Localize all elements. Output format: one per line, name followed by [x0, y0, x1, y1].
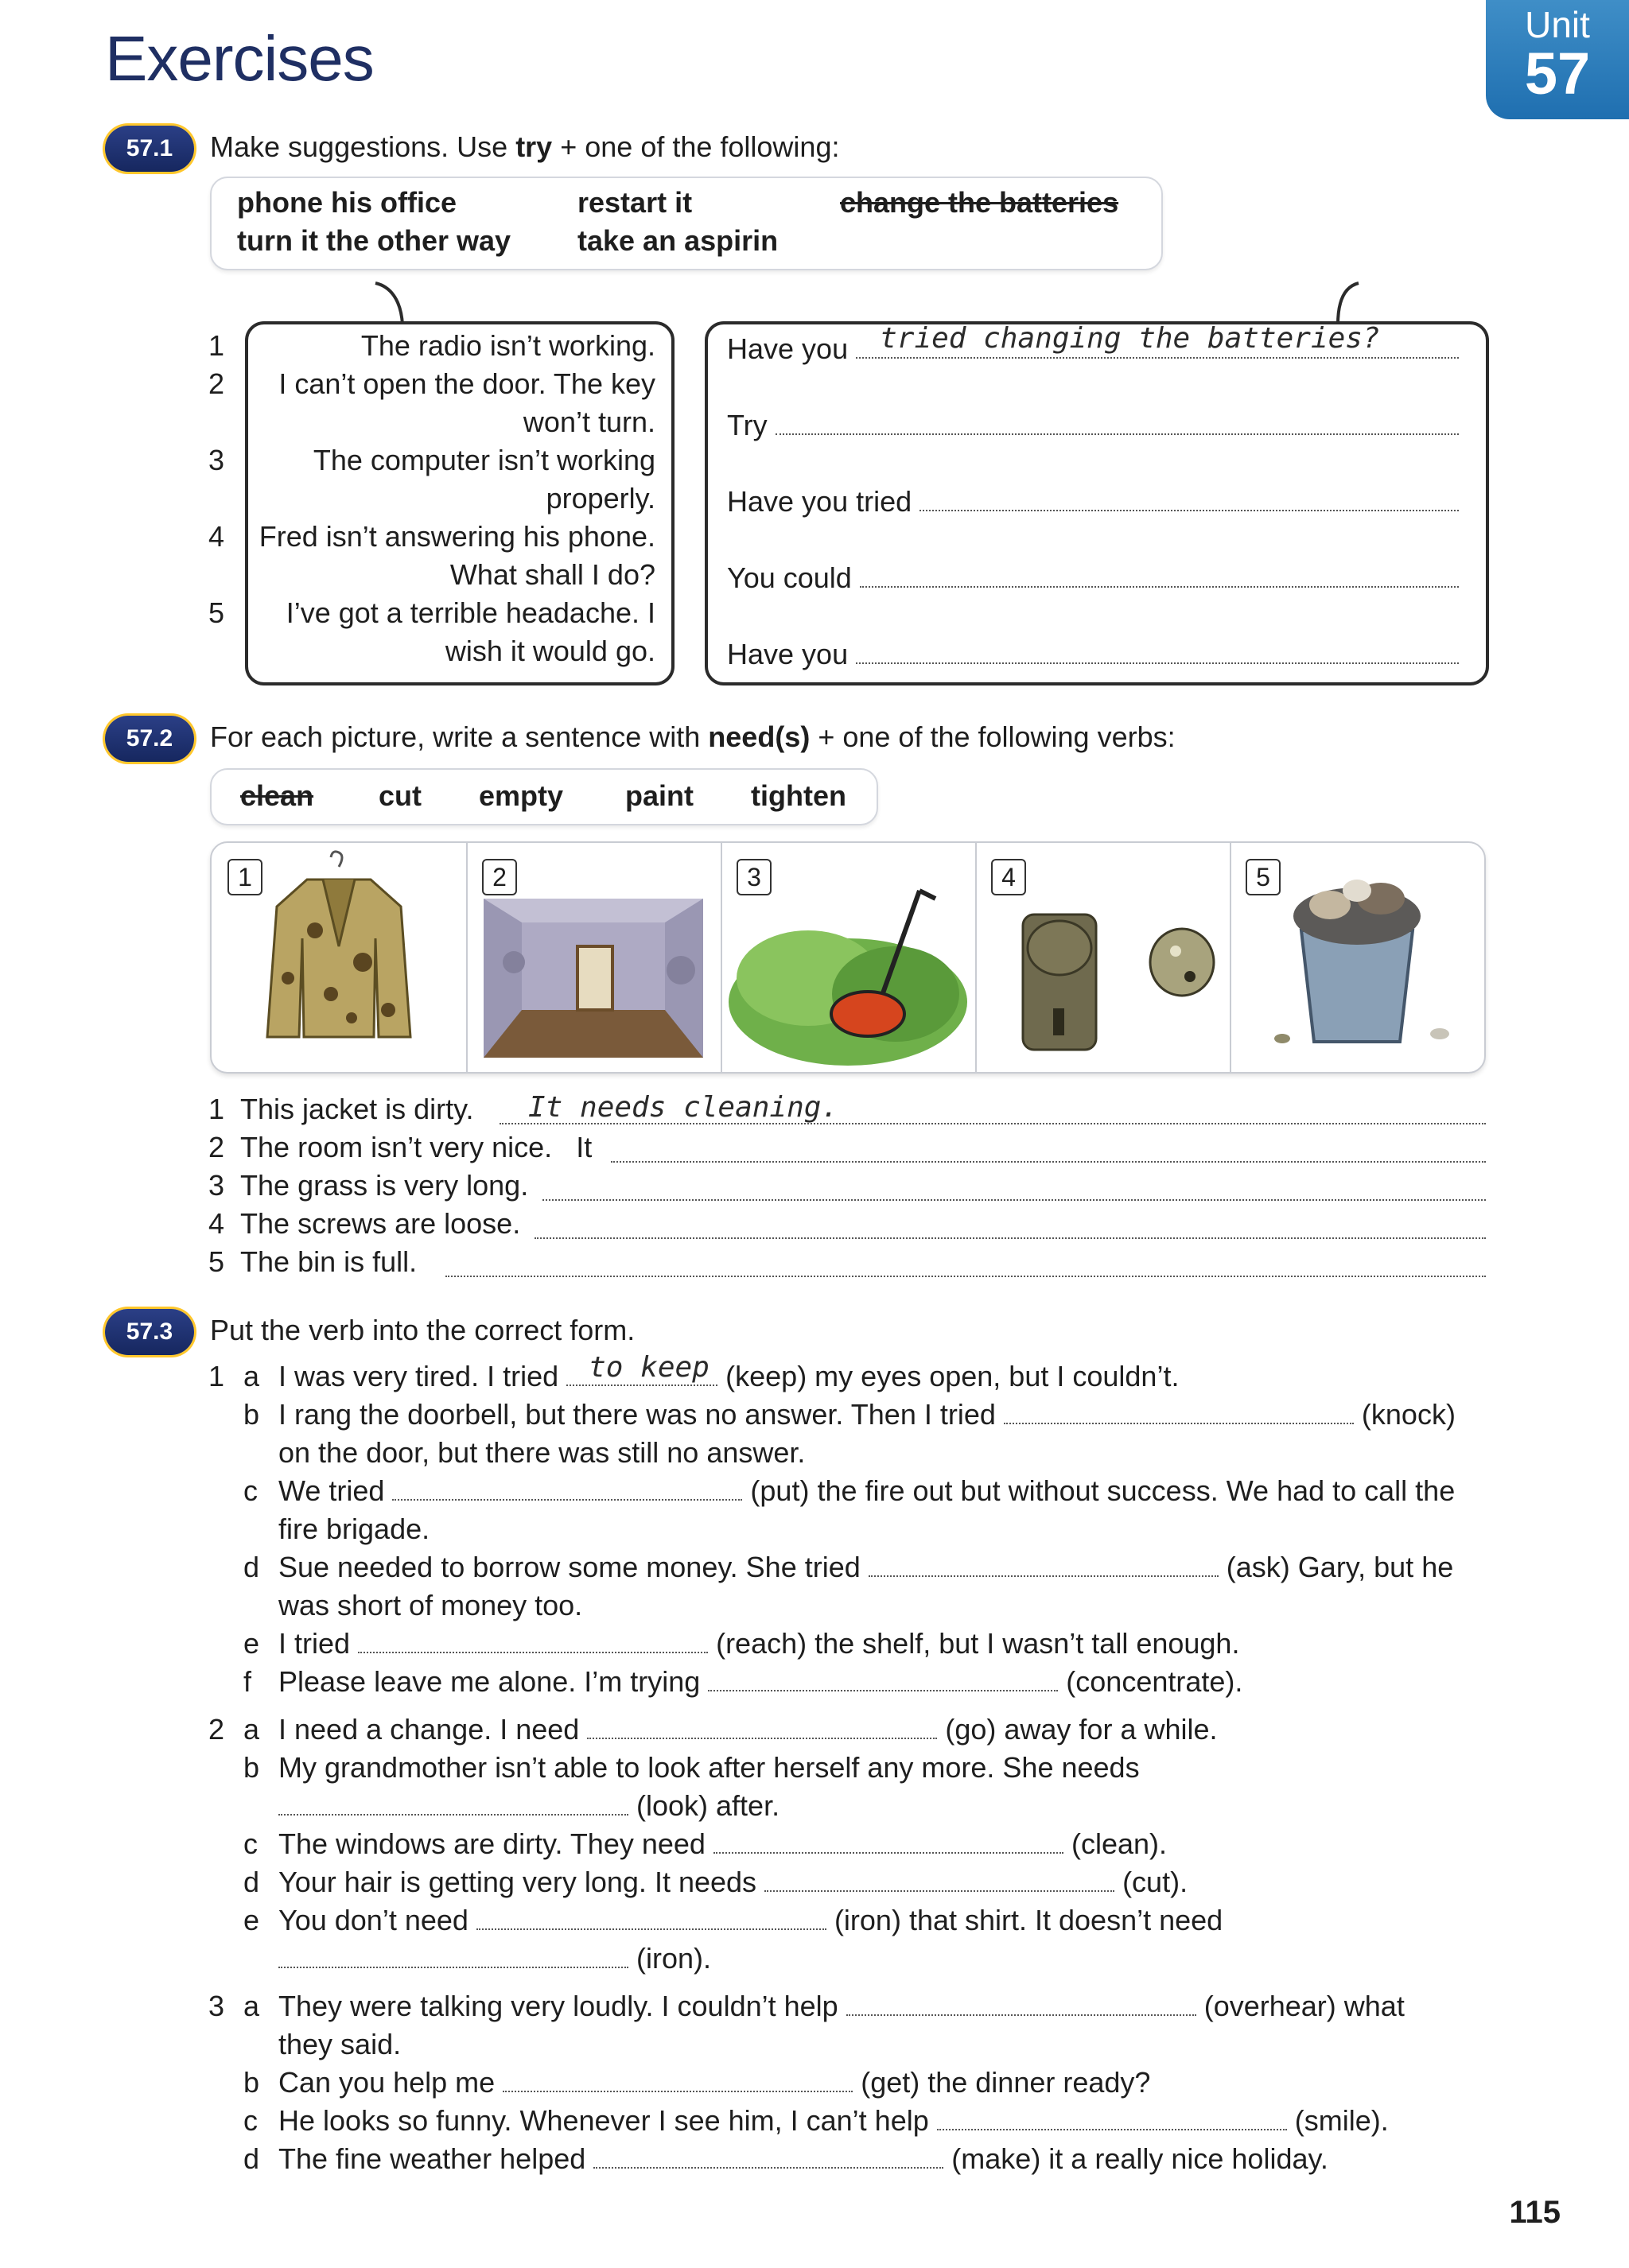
option-word: phone his office — [237, 186, 457, 219]
row-text: Sue needed to borrow some money. She tried — [278, 1551, 861, 1583]
example-answer: tried changing the batteries? — [880, 322, 1380, 355]
row-text: Please leave me alone. I’m trying — [278, 1665, 701, 1698]
row-text: I need a change. I need — [278, 1713, 580, 1746]
problem-text: What shall I do? — [449, 558, 655, 591]
sentence-text: The bin is full. — [240, 1245, 418, 1278]
verb-word: paint — [625, 779, 694, 812]
item-number: 1 — [208, 329, 225, 362]
row-text: (reach) the shelf, but I wasn’t tall enough. — [716, 1627, 1240, 1660]
exercise-row — [278, 1665, 1242, 1699]
answer-blank[interactable] — [860, 562, 1459, 588]
picture-number: 4 — [991, 859, 1026, 895]
item-letter: e — [243, 1627, 260, 1660]
item-letter: b — [243, 1398, 260, 1431]
option-word-used: change the batteries — [840, 186, 1119, 219]
instr-text: For each picture, write a sentence with — [210, 720, 709, 753]
shabby-room-icon — [466, 843, 721, 1072]
row-text: (clean). — [1071, 1827, 1168, 1860]
answer-blank[interactable] — [476, 1906, 826, 1930]
row-text: They were talking very loudly. I couldn’t help — [278, 1990, 838, 2022]
exercise-row — [278, 1713, 1218, 1746]
item-letter: c — [243, 1474, 258, 1507]
problem-text: I can’t open the door. The key — [278, 367, 655, 400]
answer-blank[interactable] — [856, 322, 1459, 359]
exercise-row — [278, 2066, 1150, 2099]
item-letter: b — [243, 1751, 260, 1784]
exercise-row — [278, 1551, 1453, 1584]
answers-bubble — [705, 321, 1489, 685]
item-number: 2 — [208, 1131, 225, 1163]
sentence-text: The screws are loose. — [240, 1207, 521, 1240]
answer-line — [727, 638, 1459, 671]
sentence-row — [208, 1207, 520, 1241]
picture-cell — [721, 843, 977, 1072]
row-text: (look) after. — [636, 1789, 780, 1822]
problems-bubble — [245, 321, 675, 685]
row-text: (make) it a really nice holiday. — [951, 2142, 1328, 2175]
row-text: The fine weather helped — [278, 2142, 586, 2175]
answer-blank[interactable] — [500, 1091, 1486, 1124]
row-continuation: on the door, but there was still no answer. — [278, 1436, 806, 1469]
row-text: (get) the dinner ready? — [861, 2066, 1151, 2099]
group-number: 1 — [208, 1360, 225, 1392]
item-letter: f — [243, 1665, 252, 1698]
answer-blank[interactable] — [593, 2145, 943, 2169]
answer-blank[interactable] — [392, 1477, 742, 1501]
row-text: (iron). — [636, 1942, 712, 1975]
verb-word: empty — [479, 779, 564, 812]
item-number: 5 — [208, 1245, 225, 1278]
verb-word: cut — [379, 779, 422, 812]
answer-blank[interactable] — [713, 1830, 1063, 1854]
answer-blank[interactable] — [358, 1629, 708, 1653]
row-continuation: they said. — [278, 2028, 402, 2060]
exercise-row — [278, 1398, 1456, 1431]
dirty-jacket-icon — [212, 843, 466, 1072]
answer-blank[interactable] — [542, 1171, 1486, 1201]
page-title: Exercises — [105, 23, 374, 94]
sentence-start: It — [576, 1131, 593, 1163]
exercise-badge-57-3: 57.3 — [105, 1309, 194, 1355]
row-text: I rang the doorbell, but there was no answer. Then I tried — [278, 1398, 996, 1431]
option-word: turn it the other way — [237, 224, 511, 257]
picture-number: 3 — [737, 859, 772, 895]
bubble-tail-icon — [366, 278, 437, 326]
picture-cell — [1230, 843, 1484, 1072]
item-letter: d — [243, 1551, 260, 1583]
pictures-strip — [210, 841, 1486, 1074]
answer-prompt: Have you — [727, 332, 849, 365]
problem-text: won’t turn. — [523, 406, 655, 438]
row-text: We tried — [278, 1474, 385, 1507]
exercise-row — [278, 1627, 1239, 1660]
exercise-badge-57-1: 57.1 — [105, 126, 194, 172]
row-text: The windows are dirty. They need — [278, 1827, 706, 1860]
item-number: 2 — [208, 367, 225, 400]
row-text: (iron) that shirt. It doesn’t need — [834, 1904, 1223, 1936]
sentence-text: The grass is very long. — [240, 1169, 529, 1202]
item-number: 4 — [208, 1207, 225, 1240]
answer-prompt: Try — [727, 409, 768, 441]
sentence-row — [208, 1131, 592, 1164]
item-number: 5 — [208, 596, 225, 629]
item-letter: e — [243, 1904, 260, 1936]
exercise-instruction-57-2 — [210, 720, 1176, 754]
option-word: restart it — [577, 186, 693, 219]
exercise-instruction-57-1 — [210, 130, 839, 164]
answer-prompt: Have you tried — [727, 485, 912, 518]
answer-blank[interactable] — [846, 1992, 1196, 2016]
item-letter: a — [243, 1713, 260, 1746]
item-letter: a — [243, 1990, 260, 2022]
picture-cell — [975, 843, 1231, 1072]
answer-blank[interactable] — [708, 1668, 1058, 1691]
item-letter: d — [243, 1866, 260, 1898]
item-number: 4 — [208, 520, 225, 553]
verb-word-used: clean — [240, 779, 314, 812]
row-text: (smile). — [1294, 2104, 1389, 2137]
answer-line — [727, 561, 1459, 595]
verb-word: tighten — [751, 779, 846, 812]
problem-text: wish it would go. — [445, 635, 655, 667]
item-number: 3 — [208, 444, 225, 476]
row-text: Your hair is getting very long. It needs — [278, 1866, 757, 1898]
row-text: (knock) — [1361, 1398, 1456, 1431]
unit-number: 57 — [1524, 41, 1591, 107]
answer-blank[interactable] — [566, 1351, 717, 1386]
sentence-row — [208, 1245, 417, 1279]
exercise-row — [278, 1827, 1167, 1861]
group-number: 2 — [208, 1713, 225, 1746]
item-letter: a — [243, 1360, 260, 1392]
answer-blank[interactable] — [445, 1247, 1486, 1277]
row-text: Can you help me — [278, 2066, 496, 2099]
answer-blank[interactable] — [869, 1553, 1219, 1577]
lawnmower-grass-icon — [721, 843, 975, 1072]
picture-number: 5 — [1246, 859, 1281, 895]
answer-blank[interactable] — [278, 1944, 628, 1968]
answer-blank[interactable] — [503, 2068, 853, 2092]
unit-tab — [1486, 0, 1629, 119]
item-letter: c — [243, 1827, 258, 1860]
sentence-text: The room isn’t very nice. — [240, 1131, 553, 1163]
row-text: (cut). — [1122, 1866, 1188, 1898]
loose-door-handle-icon — [975, 843, 1230, 1072]
problem-text: Fred isn’t answering his phone. — [259, 520, 655, 553]
verbs-box — [210, 768, 878, 825]
answer-prompt: You could — [727, 561, 852, 594]
answer-blank[interactable] — [776, 410, 1459, 435]
row-text: I tried — [278, 1627, 351, 1660]
item-letter: c — [243, 2104, 258, 2137]
exercise-row — [278, 1789, 780, 1823]
answer-blank[interactable] — [535, 1209, 1486, 1239]
exercise-row — [278, 1904, 1223, 1937]
page-number: 115 — [1509, 2195, 1561, 2230]
bubble-tail-icon — [1297, 278, 1368, 326]
item-number: 3 — [208, 1169, 225, 1202]
exercise-row — [278, 2104, 1389, 2138]
answer-blank[interactable] — [278, 1792, 628, 1816]
row-continuation: fire brigade. — [278, 1513, 430, 1545]
answer-blank[interactable] — [611, 1132, 1486, 1163]
row-text: (go) away for a while. — [945, 1713, 1218, 1746]
row-text: (ask) Gary, but he — [1226, 1551, 1454, 1583]
exercise-instruction-57-3: Put the verb into the correct form. — [210, 1314, 636, 1346]
sentence-row — [208, 1169, 528, 1202]
exercise-row — [278, 1990, 1405, 2023]
answer-prompt: Have you — [727, 638, 849, 670]
row-text: (concentrate). — [1066, 1665, 1243, 1698]
example-answer: to keep — [589, 1351, 710, 1384]
instr-bold: need(s) — [708, 720, 811, 753]
example-answer: It needs cleaning. — [528, 1091, 839, 1124]
answer-blank[interactable] — [587, 1715, 937, 1739]
full-bin-icon — [1230, 843, 1484, 1072]
row-text: (keep) my eyes open, but I couldn’t. — [725, 1360, 1180, 1392]
sentence-text: This jacket is dirty. — [240, 1093, 474, 1125]
problem-text: The computer isn’t working — [313, 444, 655, 476]
answer-line — [727, 322, 1459, 366]
row-continuation: was short of money too. — [278, 1589, 583, 1621]
row-text: You don’t need — [278, 1904, 468, 1936]
exercise-row — [278, 1474, 1455, 1508]
item-letter: d — [243, 2142, 260, 2175]
row-text: (overhear) what — [1203, 1990, 1405, 2022]
answer-blank[interactable] — [856, 639, 1459, 664]
answer-blank[interactable] — [937, 2107, 1287, 2130]
exercise-row — [278, 1942, 711, 1975]
instr-text: Make suggestions. Use — [210, 130, 516, 163]
problem-text: properly. — [546, 482, 655, 515]
row-text: (put) the fire out but without success. We had to call the — [750, 1474, 1456, 1507]
option-word: take an aspirin — [577, 224, 779, 257]
answer-blank[interactable] — [919, 486, 1459, 511]
sentence-row — [208, 1093, 473, 1126]
picture-number: 2 — [482, 859, 517, 895]
group-number: 3 — [208, 1990, 225, 2022]
answer-line — [727, 409, 1459, 442]
options-box — [210, 177, 1163, 270]
item-number: 1 — [208, 1093, 225, 1125]
exercise-row — [278, 2142, 1328, 2176]
exercise-row: My grandmother isn’t able to look after herself any more. She needs — [278, 1751, 1140, 1784]
exercise-badge-57-2: 57.2 — [105, 716, 194, 762]
answer-blank[interactable] — [764, 1868, 1114, 1892]
row-text: I was very tired. I tried — [278, 1360, 559, 1392]
picture-cell — [212, 843, 468, 1072]
row-text: He looks so funny. Whenever I see him, I can’t help — [278, 2104, 929, 2137]
exercise-row — [278, 1351, 1180, 1393]
picture-number: 1 — [227, 859, 262, 895]
instr-text: + one of the following: — [552, 130, 840, 163]
picture-cell — [466, 843, 722, 1072]
exercise-row — [278, 1866, 1188, 1899]
answer-blank[interactable] — [1004, 1400, 1354, 1424]
item-letter: b — [243, 2066, 260, 2099]
answer-line — [727, 485, 1459, 518]
problem-text: The radio isn’t working. — [360, 329, 655, 362]
instr-bold: try — [515, 130, 553, 163]
unit-label: Unit — [1525, 4, 1590, 45]
problem-text: I’ve got a terrible headache. I — [286, 596, 655, 629]
instr-text: + one of the following verbs: — [810, 720, 1176, 753]
